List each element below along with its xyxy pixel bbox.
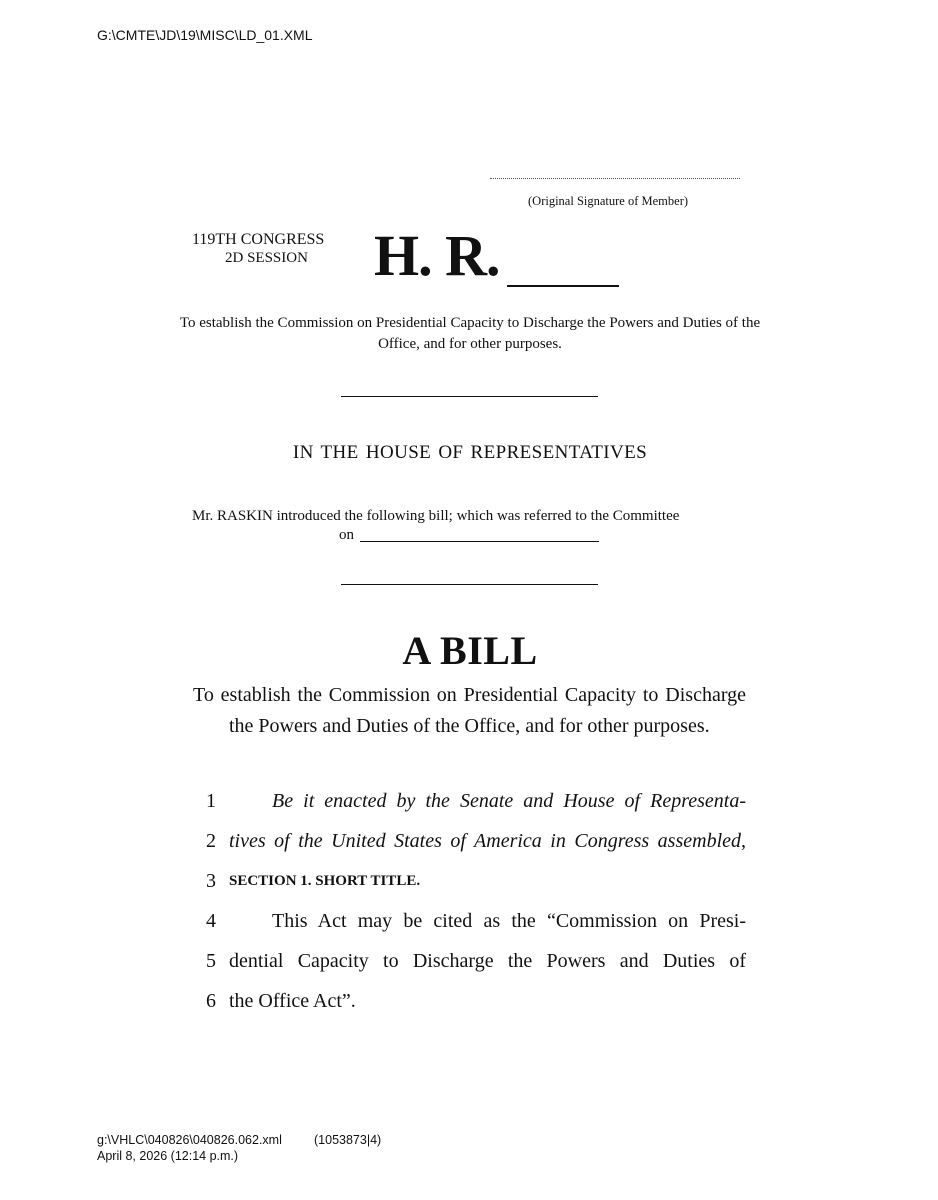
bill-label: A BILL (402, 628, 538, 673)
line-number: 4 (206, 910, 216, 932)
divider-rule (341, 584, 598, 585)
line-number: 3 (206, 870, 216, 892)
congress-label: 119TH CONGRESS (192, 231, 325, 248)
signature-line (490, 170, 740, 179)
bill-type-title: H. R. (374, 223, 500, 288)
short-purpose: To establish the Commission on Presidential Capacity to Discharge the Powers and Duties of the Office, and for other purposes. (179, 315, 761, 352)
section-heading: SECTION 1. SHORT TITLE. (229, 873, 421, 889)
chamber-heading: IN THE HOUSE OF REPRESENTATIVES (292, 442, 648, 463)
section-text-line: This Act may be cited as the “Commission on Presi- (272, 910, 746, 932)
line-number: 6 (206, 990, 216, 1012)
divider-rule (341, 396, 598, 397)
introduction-text: Mr. RASKIN introduced the following bill; which was referred to the Committee (192, 508, 680, 524)
line-number: 1 (206, 790, 216, 812)
long-title: To establish the Commission on Presidential Capacity to Discharge the Powers and Duties of the Office, and for other purposes. (193, 684, 746, 737)
signature-caption: (Original Signature of Member) (528, 194, 689, 208)
footer-date: April 8, 2026 (12:14 p.m.) (97, 1149, 239, 1163)
section-text-line: the Office Act”. (229, 990, 356, 1012)
file-path: G:\CMTE\JD\19\MISC\LD_01.XML (97, 27, 313, 43)
introduction-on: on (339, 527, 354, 543)
bill-number-blank (507, 285, 619, 287)
session-label: 2D SESSION (225, 250, 308, 266)
footer-file-path: g:\VHLC\040826\040826.062.xml (97, 1133, 282, 1147)
committee-blank (360, 541, 599, 542)
footer-doc-id: (1053873|4) (314, 1133, 382, 1147)
line-number: 5 (206, 950, 216, 972)
enacting-clause-line: tives of the United States of America in Congress assembled, (229, 830, 746, 852)
enacting-clause-line: Be it enacted by the Senate and House of Representa- (272, 790, 746, 812)
line-number: 2 (206, 830, 216, 852)
section-text-line: dential Capacity to Discharge the Powers and Duties of (229, 950, 746, 972)
